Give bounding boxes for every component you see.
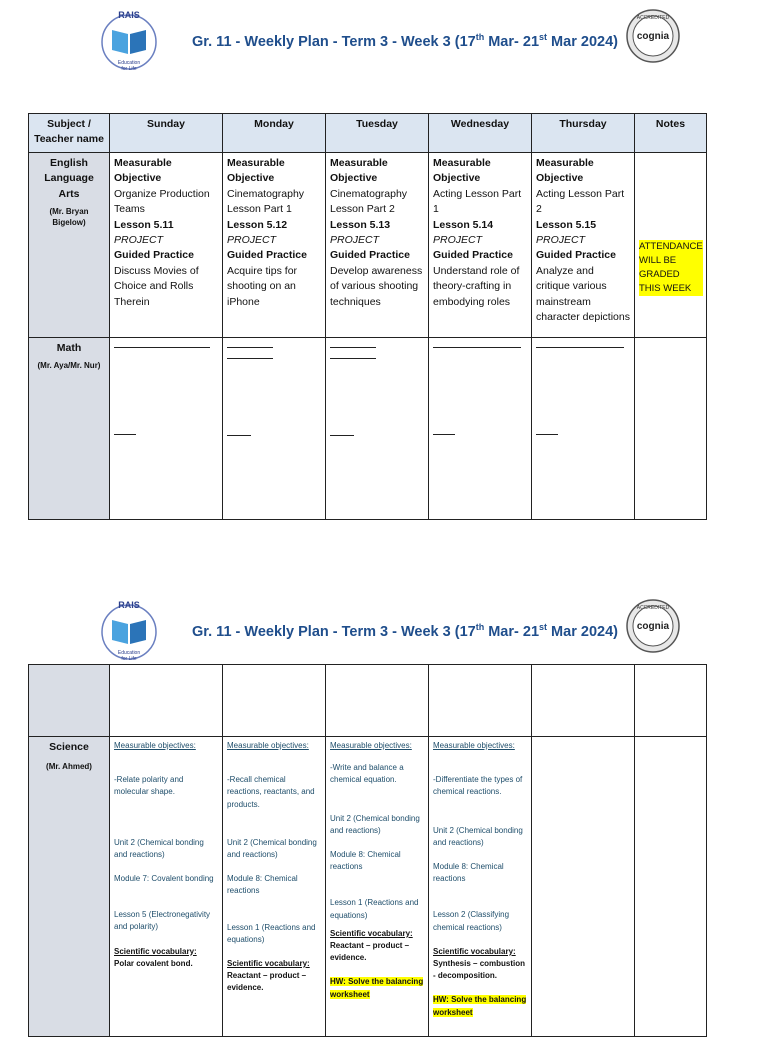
- header-cell-subject: [29, 665, 110, 737]
- cognia-seal: [625, 598, 681, 654]
- header-cell: [326, 665, 429, 737]
- lesson-cell-wednesday: Measurable Objective Acting Lesson Part 1 Lesson 5.14 PROJECT Guided Practice Understand role of theory-crafting in embodying roles: [429, 153, 532, 338]
- subject-cell-english: [29, 153, 110, 338]
- math-cell-sunday: [110, 338, 223, 520]
- subject-cell-science: [29, 737, 110, 1037]
- svg-text:ACCREDITED: ACCREDITED: [636, 605, 670, 611]
- header-cell: [532, 665, 635, 737]
- col-header-thursday: Thursday: [532, 114, 635, 153]
- subject-cell-math: [29, 338, 110, 520]
- teacher-name: (Mr. Bryan Bigelow): [49, 207, 89, 228]
- math-cell-monday: [223, 338, 326, 520]
- col-header-wednesday: Wednesday: [429, 114, 532, 153]
- svg-text:for Life: for Life: [121, 66, 137, 72]
- svg-text:cognia: cognia: [636, 31, 670, 42]
- math-cell-tuesday: [326, 338, 429, 520]
- svg-text:Education: Education: [117, 650, 141, 656]
- math-cell-wednesday: [429, 338, 532, 520]
- lesson-cell-monday: Measurable Objective Cinematography Lesson Part 1 Lesson 5.12 PROJECT Guided Practice Acquire tips for shooting on an iPhone: [223, 153, 326, 338]
- header-cell: [110, 665, 223, 737]
- svg-text:ACCREDITED: ACCREDITED: [636, 15, 670, 21]
- teacher-name: (Mr. Ahmed): [46, 762, 92, 772]
- col-header-notes: Notes: [635, 114, 707, 153]
- page-header-1: [0, 8, 768, 78]
- col-header-tuesday: Tuesday: [326, 114, 429, 153]
- subject-name: Math: [56, 342, 82, 354]
- page-title: Gr. 11 - Weekly Plan - Term 3 - Week 3 (17th Mar- 21st Mar 2024): [192, 32, 618, 50]
- science-cell-sunday: Measurable objectives: -Relate polarity and molecular shape. Unit 2 (Chemical bonding and reactions) Module 7: Covalent bonding Lesson 5 (Electronegativity and polarity) Scientific vocabulary: Polar covalent bond.: [110, 737, 223, 1037]
- header-cell: [429, 665, 532, 737]
- svg-text:Education: Education: [117, 60, 141, 66]
- lesson-cell-thursday: Measurable Objective Acting Lesson Part 2 Lesson 5.15 PROJECT Guided Practice Analyze and critique various mainstream character depictions: [532, 153, 635, 338]
- weekly-plan-table-1: [28, 113, 707, 520]
- table-header-row: [29, 114, 707, 153]
- rais-logo: [100, 8, 158, 78]
- science-cell-monday: Measurable objectives: -Recall chemical reactions, reactants, and products. Unit 2 (Chemical bonding and reactions) Module 8: Chemical reactions Lesson 1 (Reactions and equations) Scientific vocabulary: Reactant – product – evidence.: [223, 737, 326, 1037]
- weekly-plan-table-2: [28, 664, 707, 1037]
- logo-text: RAIS: [118, 10, 140, 20]
- science-cell-wednesday: Measurable objectives: -Differentiate the types of chemical reactions. Unit 2 (Chemical bonding and reactions) Module 8: Chemical reactions Lesson 2 (Classifying chemical reactions) Scientific vocabulary: Synthesis – combustion - decomposition. HW: Solve the balancing worksheet: [429, 737, 532, 1037]
- page-header-2: [0, 598, 768, 668]
- notes-cell-science: [635, 737, 707, 1037]
- svg-text:cognia: cognia: [636, 621, 670, 632]
- homework-note: HW: Solve the balancing worksheet: [433, 995, 527, 1017]
- lesson-cell-sunday: Measurable Objective Organize Production Teams Lesson 5.11 PROJECT Guided Practice Discuss Movies of Choice and Rolls Therein: [110, 153, 223, 338]
- math-cell-thursday: [532, 338, 635, 520]
- notes-cell-english: [635, 153, 707, 338]
- svg-text:for Life: for Life: [121, 656, 137, 662]
- science-cell-thursday: [532, 737, 635, 1037]
- table-header-row-empty: [29, 665, 707, 737]
- subject-name: Science: [49, 741, 89, 753]
- subject-name: English Language Arts: [44, 157, 94, 200]
- science-cell-tuesday: Measurable objectives: -Write and balance a chemical equation. Unit 2 (Chemical bonding and reactions) Module 8: Chemical reactions Lesson 1 (Reactions and equations) Scientific vocabulary: Reactant – product – evidence. HW: Solve the balancing worksheet: [326, 737, 429, 1037]
- cognia-seal: [625, 8, 681, 64]
- header-cell: [635, 665, 707, 737]
- header-cell: [223, 665, 326, 737]
- attendance-note: ATTENDANCE WILL BE GRADED THIS WEEK: [639, 241, 703, 294]
- teacher-name: (Mr. Aya/Mr. Nur): [37, 361, 101, 371]
- table-row-math: [29, 338, 707, 520]
- page-title: Gr. 11 - Weekly Plan - Term 3 - Week 3 (17th Mar- 21st Mar 2024): [192, 622, 618, 640]
- svg-text:RAIS: RAIS: [118, 600, 140, 610]
- notes-cell-math: [635, 338, 707, 520]
- rais-logo: [100, 598, 158, 668]
- col-header-subject: Subject / Teacher name: [29, 114, 110, 153]
- col-header-monday: Monday: [223, 114, 326, 153]
- lesson-cell-tuesday: Measurable Objective Cinematography Lesson Part 2 Lesson 5.13 PROJECT Guided Practice Develop awareness of various shooting techniques: [326, 153, 429, 338]
- homework-note: HW: Solve the balancing worksheet: [330, 977, 424, 999]
- col-header-sunday: Sunday: [110, 114, 223, 153]
- table-row-science: [29, 737, 707, 1037]
- table-row-english: [29, 153, 707, 338]
